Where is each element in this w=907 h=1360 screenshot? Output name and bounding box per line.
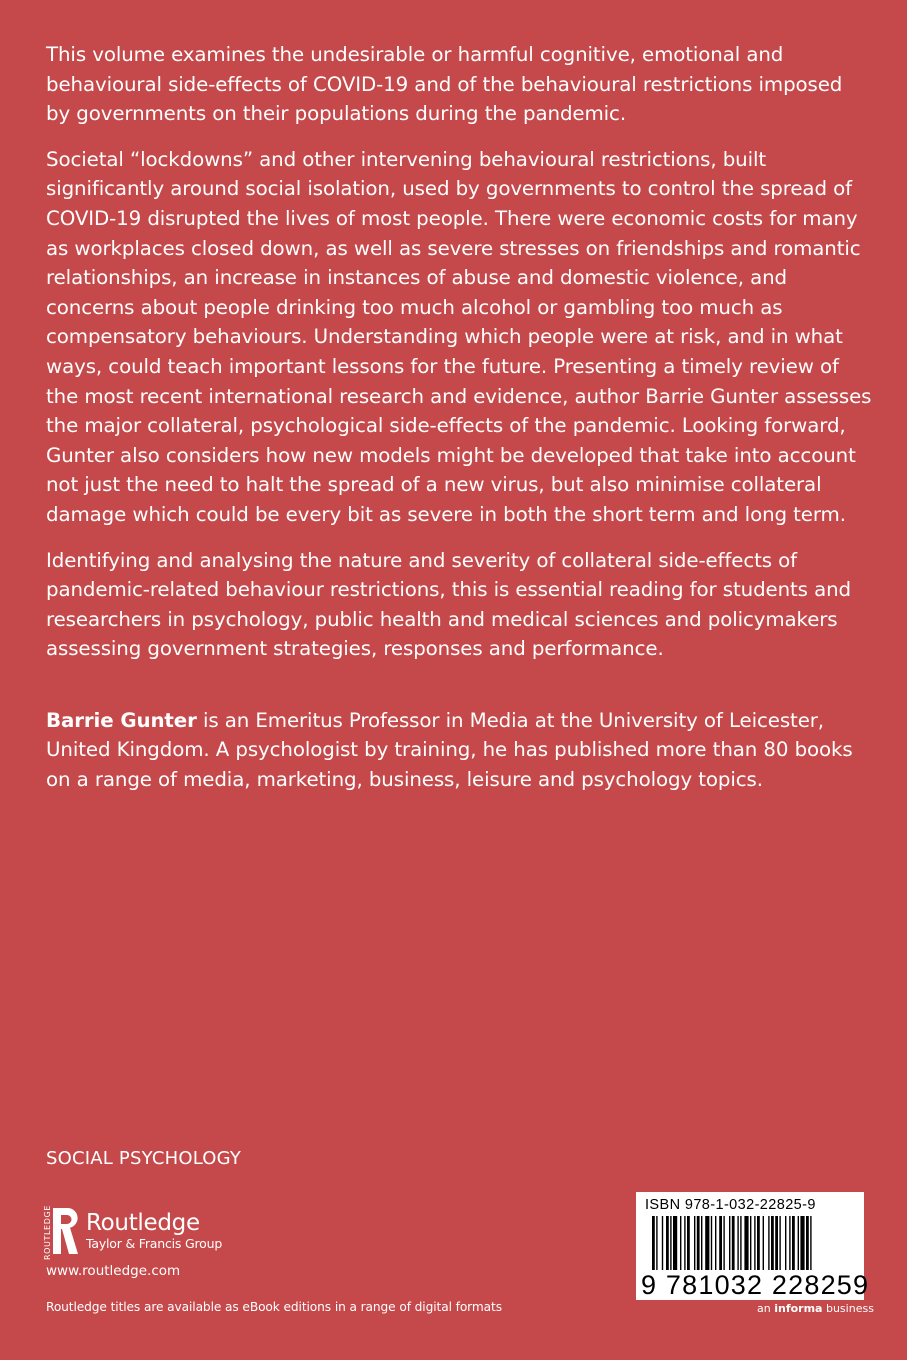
back-cover-blurb: [46, 40, 872, 811]
publisher-name: Routledge: [86, 1210, 200, 1236]
barcode-bar: [666, 1216, 669, 1270]
barcode-bar: [684, 1216, 685, 1270]
barcode-bar: [789, 1216, 790, 1270]
barcode-bar: [763, 1216, 764, 1270]
barcode-bar: [673, 1216, 677, 1270]
blurb-paragraph-2: Societal “lockdowns” and other intervening behavioural restrictions, built significantly around social isolation, used by governments to control the spread of COVID-19 disrupted the lives of most people. There were economic costs for many as workplaces closed down, as well as severe stresses on friendships and romantic relationships, an increase in instances of abuse and domestic violence, and concerns about people drinking too much alcohol or gambling too much as compensatory behaviours. Understanding which people were at risk, and in what ways, could teach important lessons for the future. Presenting a timely review of the most recent international research and evidence, author Barrie Gunter assesses the major collateral, psychological side-effects of the pandemic. Looking forward, Gunter also considers how new models might be developed that take into account not just the need to halt the spread of a new virus, but also minimise collateral damage which could be every bit as severe in both the short term and long term.: [46, 147, 872, 526]
barcode-bar: [719, 1216, 722, 1270]
barcode-bar: [737, 1216, 738, 1270]
barcode-bar: [652, 1216, 655, 1270]
blurb-paragraph-3: Identifying and analysing the nature and severity of collateral side-effects of pandemic-related behaviour restrictions, this is essential reading for students and researchers in psychology, public health and medical sciences and policymakers assessing government strategies, responses and performance.: [46, 548, 851, 661]
subject-category: SOCIAL PSYCHOLOGY: [46, 1148, 242, 1169]
author-bio: [46, 706, 872, 795]
barcode-bar: [771, 1216, 774, 1270]
barcode-bar: [732, 1216, 735, 1270]
barcode-bar: [723, 1216, 724, 1270]
informa-business-mark: [757, 1302, 874, 1315]
barcode-bar: [687, 1216, 690, 1270]
barcode-bar: [775, 1216, 778, 1270]
barcode-bar: [792, 1216, 795, 1270]
barcode-bar: [694, 1216, 695, 1270]
barcode-bar: [744, 1216, 748, 1270]
barcode-bars: [650, 1216, 858, 1270]
barcode-bar: [656, 1216, 657, 1270]
author-bio-text: is an Emeritus Professor in Media at the University of Leicester, United Kingdom. A psychologist by training, he has published more than 80 books on a range of media, marketing, business, leisure and psychology topics.: [46, 708, 853, 792]
barcode-bar: [750, 1216, 751, 1270]
isbn-label: ISBN 978-1-032-22825-9: [645, 1197, 816, 1213]
informa-brand: informa: [774, 1302, 823, 1315]
barcode-bar: [754, 1216, 755, 1270]
publisher-wordmark: [86, 1210, 222, 1252]
barcode-bar: [740, 1216, 741, 1270]
barcode-bar: [715, 1216, 716, 1270]
barcode-bar: [757, 1216, 760, 1270]
blurb-paragraph-1: This volume examines the undesirable or harmful cognitive, emotional and behavioural side-effects of COVID-19 and of the behavioural restrictions imposed by governments on their populations during the pandemic.: [46, 43, 843, 126]
publisher-website: www.routledge.com: [46, 1263, 181, 1279]
routledge-vertical-mark: ROUTLEDGE: [43, 1205, 52, 1260]
publisher-group: Taylor & Francis Group: [86, 1236, 223, 1251]
barcode-bar: [680, 1216, 681, 1270]
barcode-bar: [800, 1216, 804, 1270]
barcode-bar: [810, 1216, 811, 1270]
barcode-bar: [729, 1216, 730, 1270]
author-name: Barrie Gunter: [46, 708, 197, 732]
barcode-bar: [785, 1216, 786, 1270]
ebook-note: Routledge titles are available as eBook editions in a range of digital formats: [46, 1300, 502, 1314]
barcode-bar: [697, 1216, 700, 1270]
barcode-bar: [705, 1216, 709, 1270]
informa-prefix: an: [757, 1302, 775, 1315]
barcode-bar: [711, 1216, 712, 1270]
barcode-bar: [670, 1216, 671, 1270]
barcode-bar: [768, 1216, 769, 1270]
barcode-bar: [662, 1216, 663, 1270]
barcode-bar: [779, 1216, 780, 1270]
barcode-digits: 9 781032 228259: [641, 1270, 870, 1300]
barcode-bar: [701, 1216, 702, 1270]
barcode-bar: [806, 1216, 809, 1270]
informa-suffix: business: [822, 1302, 874, 1315]
barcode-bar: [798, 1216, 799, 1270]
